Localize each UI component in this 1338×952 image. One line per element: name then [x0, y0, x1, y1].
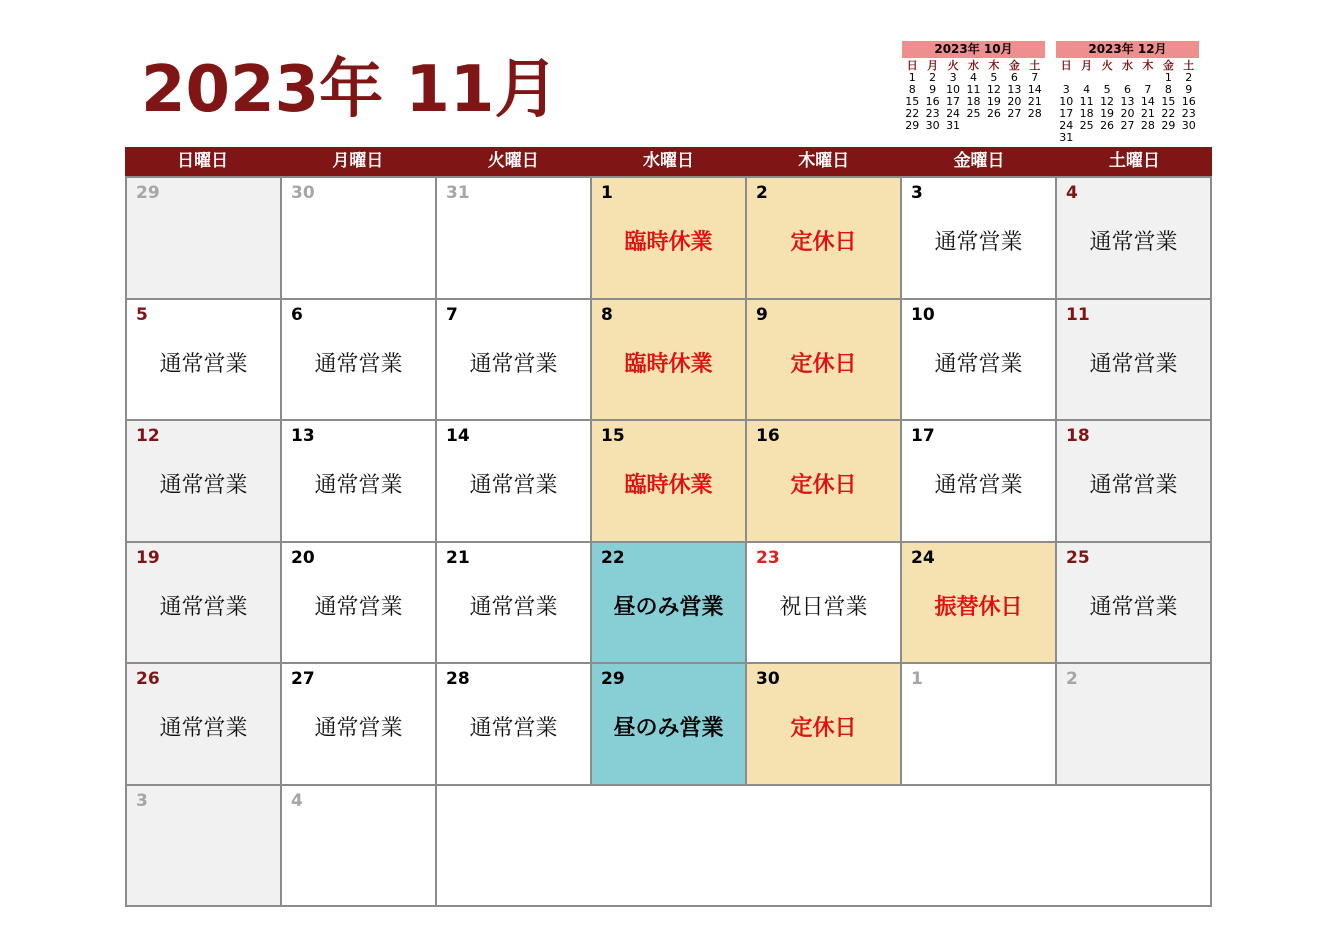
mini-weekday-label: 月 [927, 59, 939, 72]
day-number: 30 [756, 669, 780, 689]
day-number: 23 [756, 547, 780, 568]
mini-day: 16 [925, 95, 940, 108]
business-status: 通常営業 [314, 594, 403, 620]
day-cell[interactable] [747, 300, 902, 422]
mini-day: 12 [986, 83, 1001, 96]
day-number: 1 [601, 183, 613, 203]
mini-day: 12 [1100, 95, 1115, 108]
mini-day: 31 [946, 119, 961, 132]
mini-calendar-prev-month [902, 41, 1045, 132]
mini-day: 6 [1010, 71, 1018, 84]
mini-day: 27 [1007, 107, 1022, 120]
mini-day: 15 [905, 95, 920, 108]
day-cell[interactable] [592, 178, 747, 300]
business-status: 通常営業 [469, 594, 558, 620]
day-cell[interactable] [747, 543, 902, 665]
day-cell[interactable] [902, 421, 1057, 543]
business-status: 昼のみ営業 [613, 716, 724, 741]
mini-day: 8 [1164, 83, 1172, 96]
mini-day: 25 [1079, 119, 1094, 132]
mini-day: 23 [925, 107, 940, 120]
mini-day: 7 [1031, 71, 1039, 84]
day-number: 30 [291, 183, 315, 203]
mini-day: 26 [986, 107, 1001, 120]
mini-weekday-label: 日 [906, 59, 918, 72]
mini-day: 23 [1181, 107, 1196, 120]
mini-day: 30 [1181, 119, 1196, 132]
day-cell[interactable] [592, 664, 747, 786]
mini-day: 17 [946, 95, 961, 108]
mini-day: 17 [1059, 107, 1074, 120]
day-number: 7 [446, 304, 458, 325]
mini-weekday-label: 月 [1081, 59, 1093, 72]
mini-weekday-label: 木 [988, 59, 1000, 72]
day-cell[interactable] [127, 300, 282, 422]
mini-day [1097, 132, 1117, 144]
business-status: 通常営業 [314, 351, 403, 377]
day-number: 19 [136, 547, 160, 568]
day-number: 16 [756, 426, 780, 446]
day-number: 27 [291, 669, 315, 689]
mini-day: 27 [1120, 119, 1135, 132]
business-status: 定休日 [790, 351, 857, 377]
day-number: 4 [291, 790, 303, 811]
day-number: 6 [291, 304, 303, 325]
business-status: 通常営業 [1089, 594, 1178, 620]
day-cell[interactable] [437, 664, 592, 786]
mini-day: 21 [1027, 95, 1042, 108]
business-status: 定休日 [790, 230, 857, 255]
day-cell[interactable] [747, 664, 902, 786]
day-cell[interactable] [437, 543, 592, 665]
mini-day [1076, 132, 1096, 144]
business-status: 定休日 [790, 716, 857, 741]
mini-day [1138, 132, 1158, 144]
day-cell[interactable] [902, 543, 1057, 665]
day-number: 5 [136, 304, 148, 325]
day-cell[interactable] [282, 664, 437, 786]
mini-day: 22 [1161, 107, 1176, 120]
day-cell[interactable] [902, 300, 1057, 422]
day-cell[interactable] [437, 300, 592, 422]
day-cell[interactable] [127, 664, 282, 786]
day-number: 29 [601, 669, 625, 689]
mini-calendar-title: 2023年 12月 [1056, 41, 1199, 58]
mini-day: 3 [949, 71, 957, 84]
day-number: 17 [911, 426, 935, 446]
mini-weekday-label: 木 [1142, 59, 1154, 72]
business-status: 昼のみ営業 [613, 594, 724, 620]
business-status: 通常営業 [469, 351, 558, 377]
mini-day: 15 [1161, 95, 1176, 108]
business-status: 通常営業 [159, 351, 248, 377]
mini-weekday-label: 金 [1008, 59, 1020, 72]
mini-weekday-label: 水 [967, 59, 979, 72]
day-number: 4 [1066, 183, 1078, 203]
mini-day: 4 [1083, 83, 1091, 96]
mini-day: 19 [986, 95, 1001, 108]
day-number: 8 [601, 304, 613, 325]
mini-day: 6 [1123, 83, 1131, 96]
mini-day: 11 [966, 83, 981, 96]
day-cell[interactable] [747, 421, 902, 543]
empty-area [437, 786, 1212, 908]
mini-day [1025, 120, 1045, 132]
mini-day: 20 [1120, 107, 1135, 120]
mini-day [1179, 132, 1199, 144]
mini-day: 14 [1027, 83, 1042, 96]
mini-day: 31 [1059, 131, 1074, 144]
day-cell[interactable] [127, 178, 282, 300]
day-number: 18 [1066, 426, 1090, 446]
mini-day: 2 [929, 71, 937, 84]
business-status: 臨時休業 [624, 351, 713, 377]
day-number: 11 [1066, 304, 1090, 325]
day-cell[interactable] [437, 421, 592, 543]
day-number: 26 [136, 669, 160, 689]
day-cell[interactable] [592, 300, 747, 422]
mini-weekday-label: 日 [1060, 59, 1072, 72]
mini-day [984, 120, 1004, 132]
day-cell[interactable] [592, 543, 747, 665]
day-cell[interactable] [282, 178, 437, 300]
mini-weekday-label: 土 [1183, 59, 1195, 72]
business-status: 通常営業 [934, 351, 1023, 377]
mini-day [963, 120, 983, 132]
mini-day: 4 [969, 71, 977, 84]
mini-day: 18 [966, 95, 981, 108]
weekday-label: 月曜日 [332, 151, 384, 171]
mini-day: 5 [1103, 83, 1111, 96]
weekday-label: 金曜日 [953, 151, 1005, 171]
day-cell[interactable] [282, 543, 437, 665]
weekday-label: 木曜日 [798, 151, 850, 171]
calendar-grid [125, 176, 1212, 907]
day-cell[interactable] [592, 421, 747, 543]
day-number: 3 [136, 790, 148, 811]
business-status: 通常営業 [159, 716, 248, 741]
day-cell[interactable] [1057, 421, 1212, 543]
mini-day: 28 [1140, 119, 1155, 132]
day-cell[interactable] [902, 178, 1057, 300]
mini-day: 1 [1164, 71, 1172, 84]
mini-day: 13 [1007, 83, 1022, 96]
mini-weekday-label: 金 [1162, 59, 1174, 72]
weekday-header [125, 147, 1212, 176]
day-number: 29 [136, 183, 160, 203]
business-status: 通常営業 [469, 473, 558, 498]
mini-weekday-label: 火 [1101, 59, 1113, 72]
mini-day: 10 [946, 83, 961, 96]
business-status: 通常営業 [934, 473, 1023, 498]
month-calendar [125, 147, 1212, 907]
mini-calendar-grid [902, 60, 1045, 132]
mini-calendar-grid [1056, 60, 1199, 144]
business-status: 通常営業 [314, 716, 403, 741]
business-status: 通常営業 [1089, 230, 1178, 255]
mini-day: 11 [1079, 95, 1094, 108]
day-cell[interactable] [127, 543, 282, 665]
day-number: 22 [601, 547, 625, 568]
mini-day [1004, 120, 1024, 132]
mini-day: 10 [1059, 95, 1074, 108]
mini-day: 24 [1059, 119, 1074, 132]
mini-day [1117, 132, 1137, 144]
day-cell[interactable] [282, 421, 437, 543]
mini-day: 3 [1062, 83, 1070, 96]
day-number: 28 [446, 669, 470, 689]
mini-calendar-next-month [1056, 41, 1199, 144]
mini-day: 28 [1027, 107, 1042, 120]
business-status: 通常営業 [1089, 473, 1178, 498]
page-title: 2023年 11月 [141, 53, 559, 127]
day-cell[interactable] [747, 178, 902, 300]
day-cell[interactable] [282, 300, 437, 422]
day-number: 2 [756, 183, 768, 203]
day-number: 15 [601, 426, 625, 446]
day-number: 10 [911, 304, 935, 325]
mini-day: 29 [1161, 119, 1176, 132]
mini-day: 9 [1185, 83, 1193, 96]
business-status: 祝日営業 [779, 594, 868, 620]
mini-day: 18 [1079, 107, 1094, 120]
mini-day [1158, 132, 1178, 144]
mini-day: 13 [1120, 95, 1135, 108]
mini-day: 20 [1007, 95, 1022, 108]
day-number: 25 [1066, 547, 1090, 568]
business-status: 通常営業 [159, 473, 248, 498]
day-number: 31 [446, 183, 470, 203]
mini-day: 24 [946, 107, 961, 120]
day-number: 20 [291, 547, 315, 568]
mini-day: 5 [990, 71, 998, 84]
mini-day: 7 [1144, 83, 1152, 96]
day-cell[interactable] [1057, 300, 1212, 422]
day-number: 12 [136, 426, 160, 446]
mini-day: 2 [1185, 71, 1193, 84]
weekday-label: 日曜日 [177, 151, 229, 171]
day-number: 2 [1066, 669, 1078, 689]
day-cell[interactable] [902, 664, 1057, 786]
mini-day: 25 [966, 107, 981, 120]
mini-day: 22 [905, 107, 920, 120]
day-cell[interactable] [437, 178, 592, 300]
day-number: 1 [911, 669, 923, 689]
day-cell[interactable] [127, 421, 282, 543]
day-cell[interactable] [1057, 178, 1212, 300]
business-status: 臨時休業 [624, 230, 713, 255]
weekday-label: 土曜日 [1108, 151, 1160, 171]
business-status: 定休日 [790, 473, 857, 498]
mini-day: 21 [1140, 107, 1155, 120]
day-cell[interactable] [1057, 664, 1212, 786]
day-number: 21 [446, 547, 470, 568]
day-number: 13 [291, 426, 315, 446]
mini-calendar-title: 2023年 10月 [902, 41, 1045, 58]
day-cell[interactable] [1057, 543, 1212, 665]
mini-day: 14 [1140, 95, 1155, 108]
business-status: 通常営業 [314, 473, 403, 498]
mini-day: 19 [1100, 107, 1115, 120]
day-number: 14 [446, 426, 470, 446]
mini-day: 26 [1100, 119, 1115, 132]
mini-weekday-label: 水 [1121, 59, 1133, 72]
mini-day: 9 [929, 83, 937, 96]
business-status: 振替休日 [934, 594, 1023, 620]
mini-day: 1 [908, 71, 916, 84]
day-cell[interactable] [282, 786, 437, 908]
mini-weekday-label: 土 [1029, 59, 1041, 72]
day-number: 9 [756, 304, 768, 325]
business-status: 通常営業 [1089, 351, 1178, 377]
day-number: 3 [911, 183, 923, 203]
mini-day: 30 [925, 119, 940, 132]
business-status: 通常営業 [159, 594, 248, 620]
business-status: 臨時休業 [624, 473, 713, 498]
mini-day: 29 [905, 119, 920, 132]
day-cell[interactable] [127, 786, 282, 908]
mini-weekday-label: 火 [947, 59, 959, 72]
mini-day: 8 [908, 83, 916, 96]
day-number: 24 [911, 547, 935, 568]
weekday-label: 火曜日 [487, 151, 539, 171]
weekday-label: 水曜日 [642, 151, 694, 171]
business-status: 通常営業 [469, 716, 558, 741]
mini-day: 16 [1181, 95, 1196, 108]
business-status: 通常営業 [934, 230, 1023, 255]
